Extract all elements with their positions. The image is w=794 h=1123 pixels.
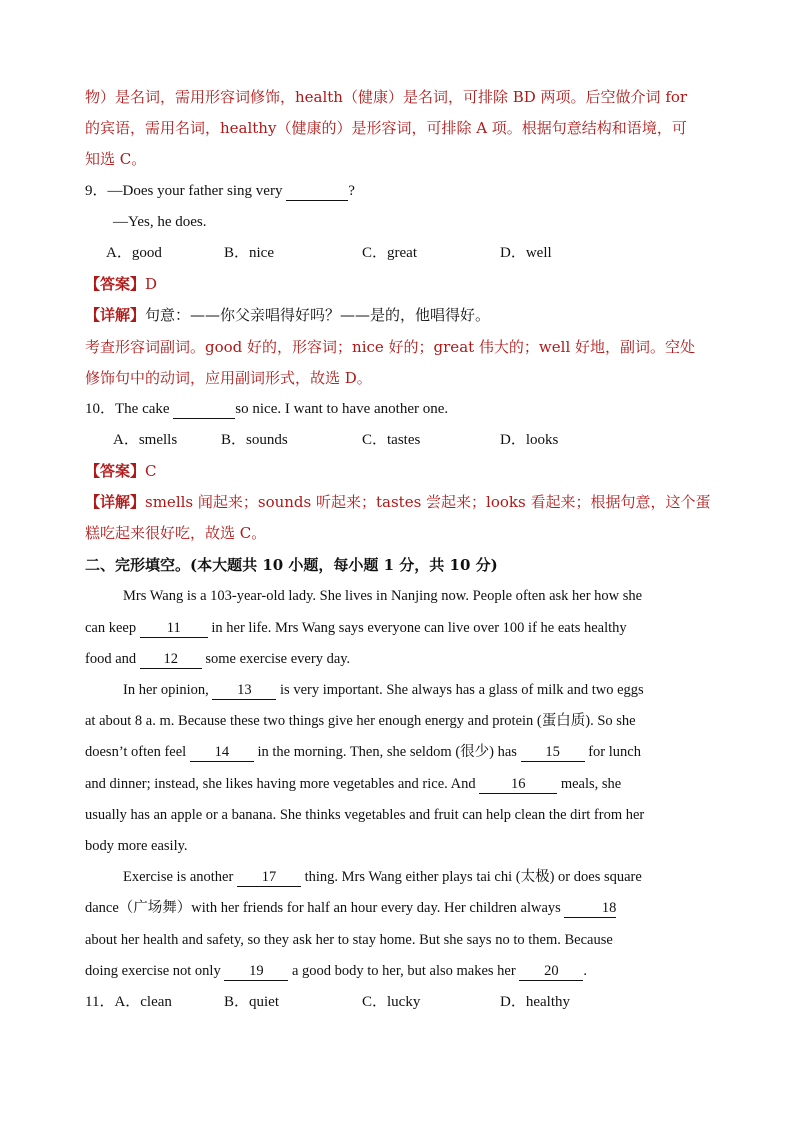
passage-text: a good body to her, but also makes her xyxy=(288,963,520,979)
q10-answer-label: 【答案】 xyxy=(85,462,146,480)
q11-option-a: 11．A．clean xyxy=(85,994,172,1010)
passage-text: for lunch xyxy=(584,744,641,760)
q11-option-c: C．lucky xyxy=(362,994,421,1010)
q10-option-b: B．sounds xyxy=(221,432,288,448)
q9-detail-line-2: 考查形容词副词。good 好的，形容词；nice 好的；great 伟大的；well 好地，副词。空处 xyxy=(85,338,696,356)
q10-detail-label: 【详解】 xyxy=(85,493,146,511)
passage-p2-line-1 xyxy=(123,679,644,701)
q10-stem-text: 10．The cake xyxy=(85,401,174,417)
cloze-blank-14[interactable]: 14 xyxy=(190,743,254,762)
passage-p1-line-2 xyxy=(85,617,627,639)
q8-explanation-line-1: 物）是名词，需用形容词修饰，health（健康）是名词，可排除 BD 两项。后空做介词 for xyxy=(85,88,688,106)
q10-option-a: A．smells xyxy=(113,432,178,448)
q10-option-c: C．tastes xyxy=(362,432,421,448)
cloze-blank-19[interactable]: 19 xyxy=(224,962,288,981)
passage-text: In her opinion, xyxy=(123,682,213,698)
q10-stem-end: so nice. I want to have another one. xyxy=(235,401,449,417)
passage-text: food and xyxy=(85,651,140,667)
q10-option-d: D．looks xyxy=(500,432,559,448)
cloze-blank-12[interactable]: 12 xyxy=(140,650,202,669)
cloze-blank-17[interactable]: 17 xyxy=(237,868,301,887)
q9-reply: —Yes, he does. xyxy=(113,214,207,230)
passage-p3-line-1 xyxy=(123,866,642,888)
passage-text: meals, she xyxy=(557,776,622,792)
q9-answer xyxy=(85,273,157,295)
passage-text: some exercise every day. xyxy=(201,651,351,667)
q10-detail-line-2: 糕吃起来很好吃，故选 C。 xyxy=(85,524,267,542)
q9-blank xyxy=(286,182,348,201)
q9-option-d: D．well xyxy=(500,245,552,261)
q10-answer-value: C xyxy=(145,462,157,480)
passage-text: Exercise is another xyxy=(123,869,237,885)
section-title-cloze: 二、完形填空。(本大题共 10 小题，每小题 1 分，共 10 分) xyxy=(85,556,498,574)
q9-detail-text: 句意：——你父亲唱得好吗？——是的，他唱得好。 xyxy=(145,306,491,324)
q9-option-b: B．nice xyxy=(224,245,274,261)
passage-text: thing. Mrs Wang either plays tai chi (太极) or does square xyxy=(300,869,642,885)
cloze-blank-16[interactable]: 16 xyxy=(479,775,557,794)
passage-text: . xyxy=(583,963,587,979)
q9-detail-line-1 xyxy=(85,304,490,326)
q9-detail-label: 【详解】 xyxy=(85,306,146,324)
passage-text: can keep xyxy=(85,620,140,636)
passage-p2-line-2: at about 8 a. m. Because these two things give her enough energy and protein (蛋白质). So she xyxy=(85,713,636,729)
q10-blank xyxy=(173,400,235,419)
cloze-blank-13[interactable]: 13 xyxy=(212,681,276,700)
q10-answer xyxy=(85,460,157,482)
q9-answer-value: D xyxy=(145,275,158,293)
passage-p3-line-3: about her health and safety, so they ask her to stay home. But she says no to them. Because xyxy=(85,932,613,948)
passage-p2-line-5: usually has an apple or a banana. She thinks vegetables and fruit can help clean the dirt from her xyxy=(85,807,645,823)
q9-stem-end: ? xyxy=(348,183,355,199)
passage-text: in the morning. Then, she seldom (很少) has xyxy=(253,744,521,760)
q9-option-c: C．great xyxy=(362,245,417,261)
q9-detail-line-3: 修饰句中的动词，应用副词形式，故选 D。 xyxy=(85,369,372,387)
q9-stem xyxy=(85,180,355,202)
q9-answer-label: 【答案】 xyxy=(85,275,146,293)
q11-option-d: D．healthy xyxy=(500,994,570,1010)
cloze-blank-15[interactable]: 15 xyxy=(521,743,585,762)
q8-explanation-line-2: 的宾语，需用名词，healthy（健康的）是形容词，可排除 A 项。根据句意结构和语境，可 xyxy=(85,119,687,137)
passage-p3-line-4 xyxy=(85,960,587,982)
q11-option-b: B．quiet xyxy=(224,994,279,1010)
cloze-blank-11[interactable]: 11 xyxy=(140,619,208,638)
passage-text: and dinner; instead, she likes having more vegetables and rice. And xyxy=(85,776,480,792)
cloze-blank-20[interactable]: 20 xyxy=(519,962,583,981)
passage-text: doing exercise not only xyxy=(85,963,225,979)
q10-detail-line-1 xyxy=(85,491,710,513)
passage-text: in her life. Mrs Wang says everyone can live over 100 if he eats healthy xyxy=(207,620,627,636)
passage-text: is very important. She always has a glass of milk and two eggs xyxy=(276,682,644,698)
passage-p1-line-1: Mrs Wang is a 103-year-old lady. She lives in Nanjing now. People often ask her how she xyxy=(123,588,643,604)
q10-detail-text: smells 闻起来；sounds 听起来；tastes 尝起来；looks 看起来；根据句意，这个蛋 xyxy=(145,493,711,511)
passage-text: dance（广场舞）with her friends for half an hour every day. Her children always xyxy=(85,900,565,916)
passage-text: doesn’t often feel xyxy=(85,744,190,760)
passage-p3-line-2 xyxy=(85,897,616,919)
cloze-blank-18[interactable]: 18 xyxy=(564,899,616,918)
q10-stem xyxy=(85,398,448,420)
passage-p1-line-3 xyxy=(85,648,350,670)
q9-option-a: A．good xyxy=(106,245,162,261)
q9-stem-text: 9．—Does your father sing very xyxy=(85,183,287,199)
passage-p2-line-3 xyxy=(85,741,641,763)
passage-p2-line-6: body more easily. xyxy=(85,838,188,854)
q8-explanation-line-3: 知选 C。 xyxy=(85,150,147,168)
passage-p2-line-4 xyxy=(85,773,621,795)
